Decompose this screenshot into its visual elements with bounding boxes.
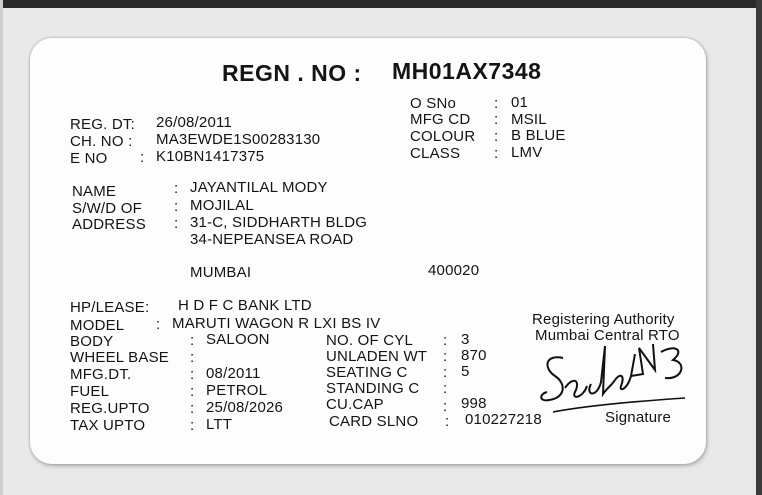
hp-lease-value: H D F C BANK LTD	[178, 297, 312, 314]
seating-value: 5	[461, 363, 470, 380]
address-line-2: 34-NEPEANSEA ROAD	[190, 231, 354, 248]
mfg-dt-colon: :	[190, 366, 195, 383]
unladen-wt-value: 870	[461, 347, 487, 364]
relation-value: MOJILAL	[190, 197, 254, 214]
pincode: 400020	[428, 262, 480, 279]
colour-colon: :	[494, 128, 499, 145]
seating-colon: :	[443, 364, 448, 381]
tax-upto-value: LTT	[206, 416, 233, 433]
class-colon: :	[494, 145, 499, 162]
mfg-cd-label: MFG CD	[410, 111, 471, 128]
reg-upto-colon: :	[190, 400, 195, 417]
scan-edge	[0, 0, 3, 495]
city: MUMBAI	[190, 264, 252, 281]
scan-edge	[0, 0, 762, 8]
class-value: LMV	[511, 144, 543, 161]
no-of-cyl-label: NO. OF CYL	[326, 332, 414, 349]
body-value: SALOON	[206, 331, 270, 348]
e-no-colon: :	[140, 149, 145, 166]
o-sno-colon: :	[494, 95, 499, 112]
authority-line-2: Mumbai Central RTO	[535, 327, 680, 344]
signature-label: Signature	[605, 409, 672, 426]
card-slno-value: 010227218	[465, 411, 542, 428]
colour-label: COLOUR	[410, 128, 476, 145]
tax-upto-label: TAX UPTO	[70, 417, 146, 434]
mfg-cd-colon: :	[494, 111, 499, 128]
body-colon: :	[190, 332, 195, 349]
colour-value: B BLUE	[511, 127, 566, 144]
ch-no-label: CH. NO :	[70, 133, 133, 150]
reg-dt-value: 26/08/2011	[156, 114, 232, 131]
class-label: CLASS	[410, 145, 461, 162]
model-colon: :	[156, 316, 161, 333]
address-colon: :	[174, 215, 179, 232]
reg-dt-label: REG. DT:	[70, 116, 135, 133]
mfg-dt-value: 08/2011	[206, 365, 261, 382]
cu-cap-value: 998	[461, 395, 487, 412]
e-no-label: E NO	[70, 150, 108, 167]
wheel-base-label: WHEEL BASE	[70, 349, 169, 366]
cu-cap-label: CU.CAP	[326, 396, 384, 413]
fuel-colon: :	[190, 383, 195, 400]
reg-upto-value: 25/08/2026	[206, 399, 284, 416]
regn-no-value: MH01AX7348	[392, 58, 542, 84]
relation-colon: :	[174, 198, 179, 215]
unladen-wt-colon: :	[443, 348, 448, 365]
model-label: MODEL	[70, 317, 125, 334]
card-slno-colon: :	[445, 413, 450, 430]
regn-no-label: REGN . NO :	[222, 60, 362, 86]
standing-colon: :	[443, 380, 448, 397]
fuel-value: PETROL	[206, 382, 268, 399]
ch-no-value: MA3EWDE1S00283130	[156, 131, 321, 148]
authority-line-1: Registering Authority	[532, 311, 675, 328]
wheel-base-colon: :	[190, 349, 195, 366]
scan-edge	[756, 0, 762, 495]
e-no-value: K10BN1417375	[156, 148, 265, 165]
name-colon: :	[174, 180, 179, 197]
fuel-label: FUEL	[70, 383, 110, 400]
name-value: JAYANTILAL MODY	[190, 179, 328, 196]
address-line-1: 31-C, SIDDHARTH BLDG	[190, 214, 368, 231]
seating-label: SEATING C	[326, 364, 408, 381]
no-of-cyl-value: 3	[461, 331, 470, 348]
o-sno-label: O SNo	[410, 95, 457, 112]
tax-upto-colon: :	[190, 417, 195, 434]
no-of-cyl-colon: :	[443, 332, 448, 349]
registration-card	[30, 38, 706, 464]
reg-upto-label: REG.UPTO	[70, 400, 150, 417]
body-label: BODY	[70, 333, 114, 350]
model-value: MARUTI WAGON R LXI BS IV	[172, 315, 381, 332]
name-label: NAME	[72, 183, 117, 200]
mfg-dt-label: MFG.DT.	[70, 366, 132, 383]
relation-label: S/W/D OF	[72, 200, 142, 217]
mfg-cd-value: MSIL	[511, 111, 547, 128]
standing-label: STANDING C	[326, 380, 420, 397]
unladen-wt-label: UNLADEN WT	[326, 348, 428, 365]
o-sno-value: 01	[511, 94, 529, 111]
address-label: ADDRESS	[72, 216, 146, 233]
card-slno-label: CARD SLNO	[329, 413, 419, 430]
cu-cap-colon: :	[443, 398, 448, 415]
hp-lease-label: HP/LEASE:	[70, 299, 150, 316]
